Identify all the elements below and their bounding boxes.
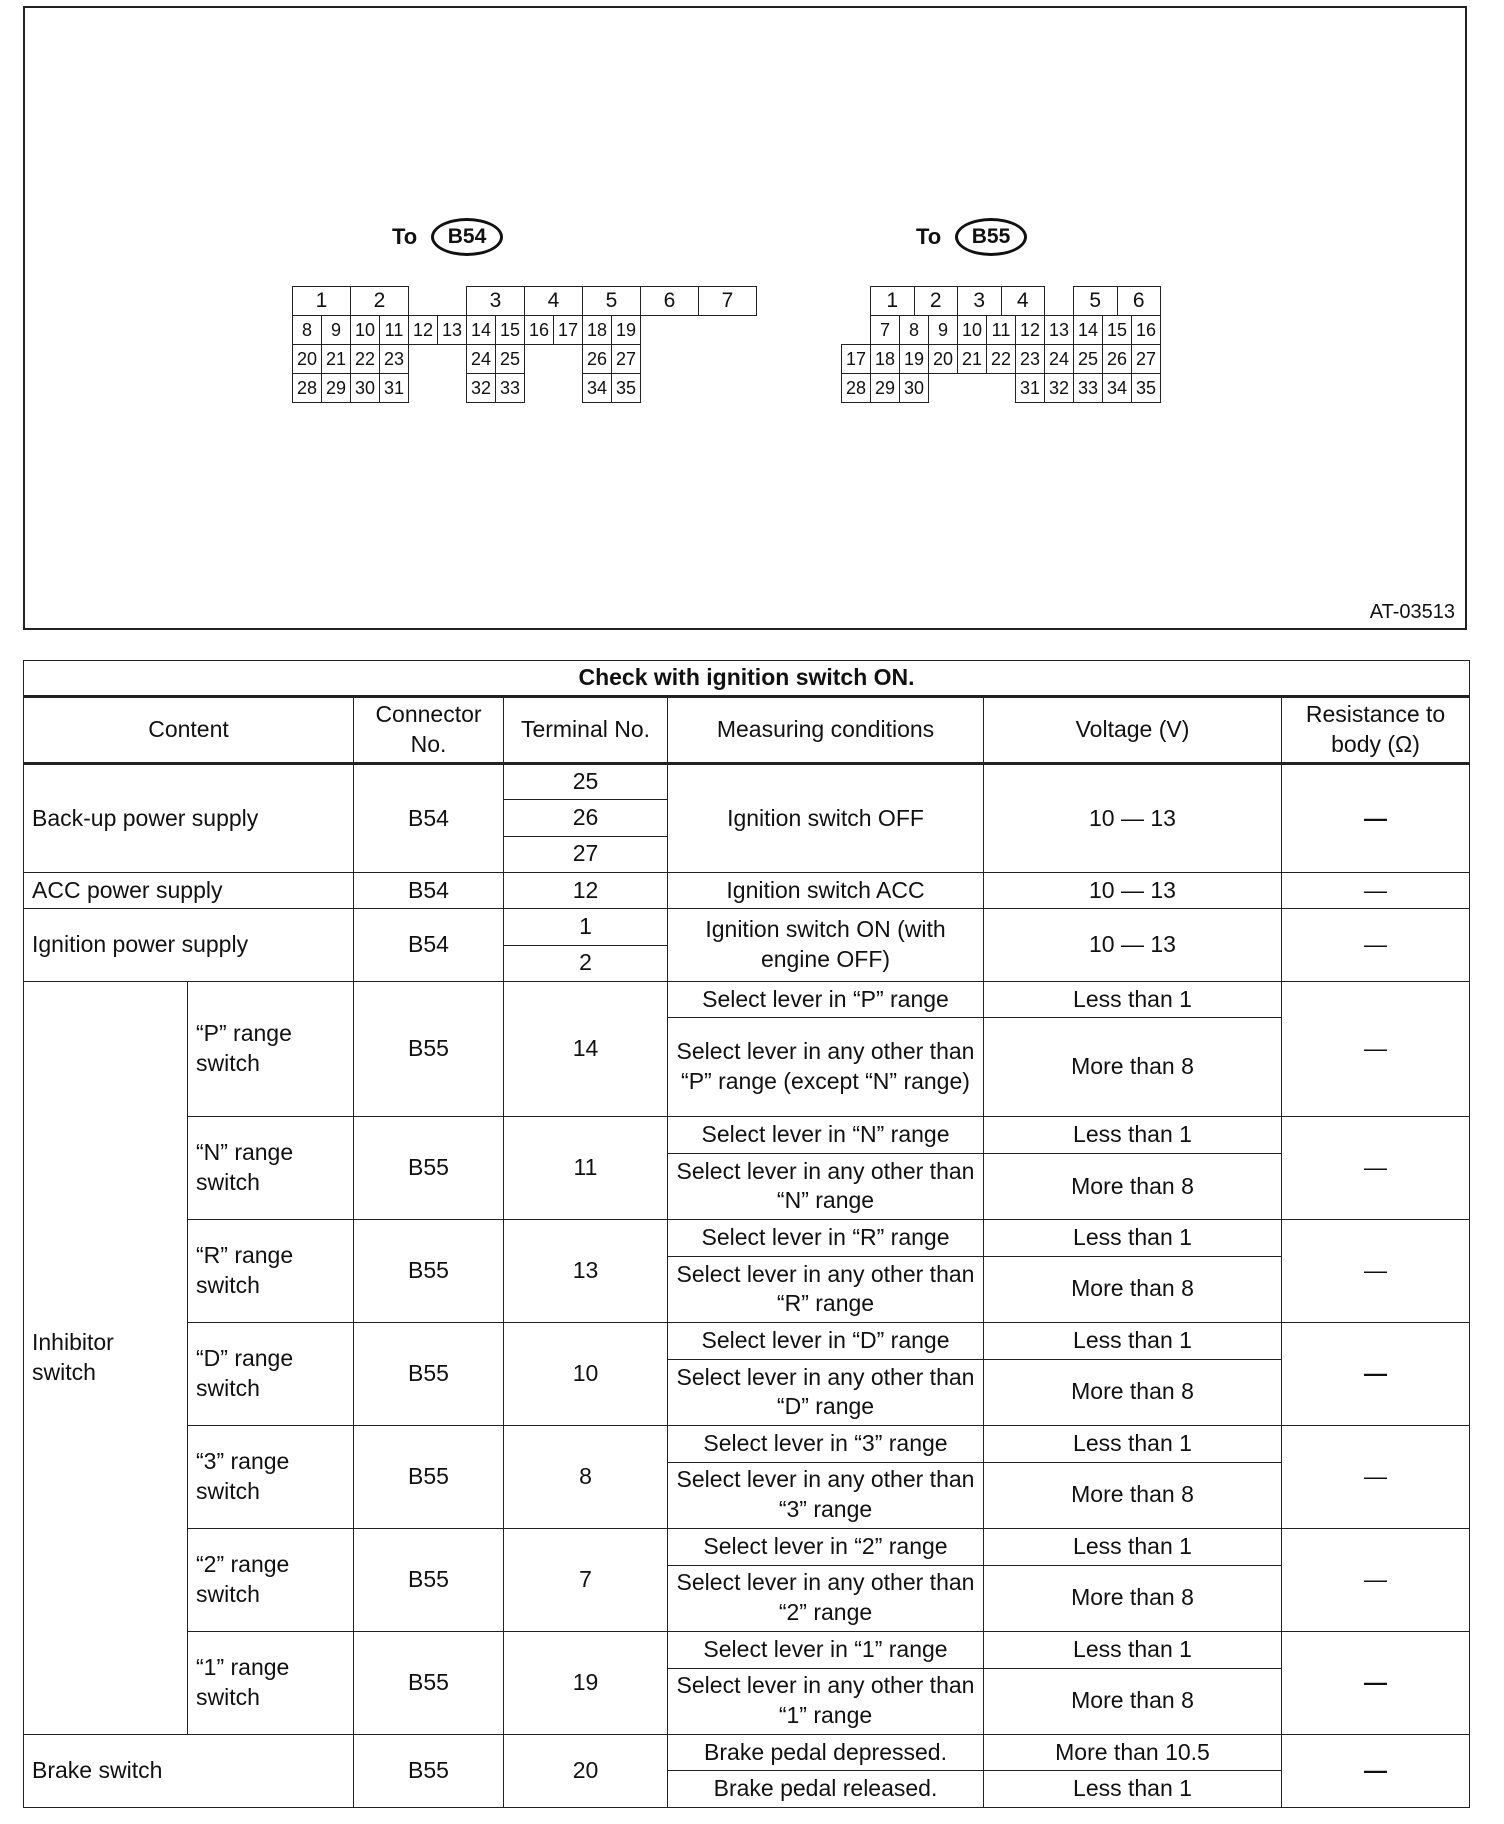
pin-b54-3: 3 bbox=[466, 286, 525, 316]
pin-b55-29: 29 bbox=[870, 373, 900, 403]
ignition-terminal-2: 2 bbox=[504, 945, 668, 981]
pin-b55-1: 1 bbox=[870, 286, 915, 316]
pin-b55-25: 25 bbox=[1073, 344, 1103, 374]
table-title: Check with ignition switch ON. bbox=[24, 661, 1470, 697]
to-label-b55: To bbox=[916, 224, 942, 249]
pin-b55-6: 6 bbox=[1117, 286, 1162, 316]
n-switch-condition-2: Select lever in any other than “N” range bbox=[668, 1153, 984, 1220]
1-switch-condition-1: Select lever in “1” range bbox=[668, 1632, 984, 1668]
pin-b55-27: 27 bbox=[1131, 344, 1161, 374]
pin-b54-28: 28 bbox=[292, 373, 322, 403]
ignition-condition: Ignition switch ON (with engine OFF) bbox=[668, 909, 984, 982]
pin-b54-18: 18 bbox=[582, 315, 612, 345]
r-switch-voltage-1: Less than 1 bbox=[984, 1220, 1282, 1256]
p-switch-condition-2: Select lever in any other than “P” range (except “N” range) bbox=[668, 1018, 984, 1117]
pin-b54-31: 31 bbox=[379, 373, 409, 403]
pin-b55-19: 19 bbox=[899, 344, 929, 374]
2-switch-voltage-2: More than 8 bbox=[984, 1565, 1282, 1632]
r-switch-connector: B55 bbox=[354, 1220, 504, 1323]
backup-terminal-1: 25 bbox=[504, 763, 668, 799]
acc-terminal: 12 bbox=[504, 873, 668, 909]
pin-b54-23: 23 bbox=[379, 344, 409, 374]
header-terminal: Terminal No. bbox=[504, 697, 668, 764]
acc-condition: Ignition switch ACC bbox=[668, 873, 984, 909]
d-switch-name: “D” range switch bbox=[188, 1323, 354, 1426]
brake-content: Brake switch bbox=[24, 1735, 354, 1808]
terminal-check-table bbox=[23, 660, 1470, 1808]
2-switch-terminal: 7 bbox=[504, 1529, 668, 1632]
pin-b55-31: 31 bbox=[1015, 373, 1045, 403]
pin-b54-15: 15 bbox=[495, 315, 525, 345]
2-switch-condition-2: Select lever in any other than “2” range bbox=[668, 1565, 984, 1632]
ignition-content: Ignition power supply bbox=[24, 909, 354, 982]
pin-b54-4: 4 bbox=[524, 286, 583, 316]
to-label-b54: To bbox=[392, 224, 418, 249]
backup-content: Back-up power supply bbox=[24, 763, 354, 872]
d-switch-resistance: — bbox=[1282, 1323, 1470, 1426]
p-switch-voltage-2: More than 8 bbox=[984, 1018, 1282, 1117]
3-switch-condition-2: Select lever in any other than “3” range bbox=[668, 1462, 984, 1529]
1-switch-voltage-2: More than 8 bbox=[984, 1668, 1282, 1735]
header-content: Content bbox=[24, 697, 354, 764]
1-switch-voltage-1: Less than 1 bbox=[984, 1632, 1282, 1668]
pin-b54-16: 16 bbox=[524, 315, 554, 345]
pin-b54-32: 32 bbox=[466, 373, 496, 403]
r-switch-name: “R” range switch bbox=[188, 1220, 354, 1323]
n-switch-voltage-2: More than 8 bbox=[984, 1153, 1282, 1220]
pin-b55-28: 28 bbox=[841, 373, 871, 403]
n-switch-connector: B55 bbox=[354, 1117, 504, 1220]
pin-b55-7: 7 bbox=[870, 315, 900, 345]
pin-b54-8: 8 bbox=[292, 315, 322, 345]
pin-b54-34: 34 bbox=[582, 373, 612, 403]
pin-b55-8: 8 bbox=[899, 315, 929, 345]
ignition-voltage: 10 — 13 bbox=[984, 909, 1282, 982]
brake-terminal: 20 bbox=[504, 1735, 668, 1808]
2-switch-name: “2” range switch bbox=[188, 1529, 354, 1632]
header-connector: Connector No. bbox=[354, 697, 504, 764]
brake-voltage-1: More than 10.5 bbox=[984, 1735, 1282, 1771]
backup-voltage: 10 — 13 bbox=[984, 763, 1282, 872]
3-switch-resistance: — bbox=[1282, 1426, 1470, 1529]
pin-b55-20: 20 bbox=[928, 344, 958, 374]
connector-b54-label: B54 bbox=[431, 218, 503, 256]
brake-connector: B55 bbox=[354, 1735, 504, 1808]
r-switch-condition-2: Select lever in any other than “R” range bbox=[668, 1256, 984, 1323]
p-switch-voltage-1: Less than 1 bbox=[984, 982, 1282, 1018]
pin-b54-27: 27 bbox=[611, 344, 641, 374]
pin-b54-26: 26 bbox=[582, 344, 612, 374]
pin-b55-34: 34 bbox=[1102, 373, 1132, 403]
brake-voltage-2: Less than 1 bbox=[984, 1771, 1282, 1808]
d-switch-condition-2: Select lever in any other than “D” range bbox=[668, 1359, 984, 1426]
figure-id: AT-03513 bbox=[1369, 601, 1455, 623]
2-switch-condition-1: Select lever in “2” range bbox=[668, 1529, 984, 1565]
acc-voltage: 10 — 13 bbox=[984, 873, 1282, 909]
1-switch-resistance: — bbox=[1282, 1632, 1470, 1735]
2-switch-resistance: — bbox=[1282, 1529, 1470, 1632]
ignition-resistance: — bbox=[1282, 909, 1470, 982]
acc-resistance: — bbox=[1282, 873, 1470, 909]
ignition-terminal-1: 1 bbox=[504, 909, 668, 945]
d-switch-connector: B55 bbox=[354, 1323, 504, 1426]
3-switch-condition-1: Select lever in “3” range bbox=[668, 1426, 984, 1462]
brake-resistance: — bbox=[1282, 1735, 1470, 1808]
pin-b54-1: 1 bbox=[292, 286, 351, 316]
3-switch-name: “3” range switch bbox=[188, 1426, 354, 1529]
pin-b54-12: 12 bbox=[408, 315, 438, 345]
d-switch-condition-1: Select lever in “D” range bbox=[668, 1323, 984, 1359]
backup-terminal-2: 26 bbox=[504, 800, 668, 836]
3-switch-connector: B55 bbox=[354, 1426, 504, 1529]
r-switch-resistance: — bbox=[1282, 1220, 1470, 1323]
pin-b55-3: 3 bbox=[957, 286, 1002, 316]
pin-b55-11: 11 bbox=[986, 315, 1016, 345]
pin-b54-9: 9 bbox=[321, 315, 351, 345]
r-switch-voltage-2: More than 8 bbox=[984, 1256, 1282, 1323]
backup-connector: B54 bbox=[354, 763, 504, 872]
inhibitor-content: Inhibitor switch bbox=[24, 982, 188, 1735]
p-switch-condition-1: Select lever in “P” range bbox=[668, 982, 984, 1018]
pin-b54-10: 10 bbox=[350, 315, 380, 345]
pin-b55-14: 14 bbox=[1073, 315, 1103, 345]
header-resistance: Resistance to body (Ω) bbox=[1282, 697, 1470, 764]
pin-b55-30: 30 bbox=[899, 373, 929, 403]
pin-b55-16: 16 bbox=[1131, 315, 1161, 345]
pin-b55-4: 4 bbox=[1001, 286, 1046, 316]
connector-diagram bbox=[23, 6, 1467, 630]
backup-terminal-3: 27 bbox=[504, 836, 668, 872]
p-switch-name: “P” range switch bbox=[188, 982, 354, 1117]
pin-b55-23: 23 bbox=[1015, 344, 1045, 374]
pin-b54-14: 14 bbox=[466, 315, 496, 345]
pin-b55-17: 17 bbox=[841, 344, 871, 374]
n-switch-resistance: — bbox=[1282, 1117, 1470, 1220]
pin-b55-15: 15 bbox=[1102, 315, 1132, 345]
pin-b55-5: 5 bbox=[1073, 286, 1118, 316]
pin-b55-35: 35 bbox=[1131, 373, 1161, 403]
p-switch-resistance: — bbox=[1282, 982, 1470, 1117]
d-switch-terminal: 10 bbox=[504, 1323, 668, 1426]
n-switch-terminal: 11 bbox=[504, 1117, 668, 1220]
1-switch-name: “1” range switch bbox=[188, 1632, 354, 1735]
header-voltage: Voltage (V) bbox=[984, 697, 1282, 764]
r-switch-condition-1: Select lever in “R” range bbox=[668, 1220, 984, 1256]
n-switch-condition-1: Select lever in “N” range bbox=[668, 1117, 984, 1153]
pin-b55-21: 21 bbox=[957, 344, 987, 374]
3-switch-voltage-2: More than 8 bbox=[984, 1462, 1282, 1529]
pin-b55-26: 26 bbox=[1102, 344, 1132, 374]
backup-condition: Ignition switch OFF bbox=[668, 763, 984, 872]
3-switch-terminal: 8 bbox=[504, 1426, 668, 1529]
pin-b54-13: 13 bbox=[437, 315, 467, 345]
pin-b55-24: 24 bbox=[1044, 344, 1074, 374]
r-switch-terminal: 13 bbox=[504, 1220, 668, 1323]
pin-b54-5: 5 bbox=[582, 286, 641, 316]
acc-content: ACC power supply bbox=[24, 873, 354, 909]
brake-condition-2: Brake pedal released. bbox=[668, 1771, 984, 1808]
d-switch-voltage-1: Less than 1 bbox=[984, 1323, 1282, 1359]
n-switch-name: “N” range switch bbox=[188, 1117, 354, 1220]
pin-b55-18: 18 bbox=[870, 344, 900, 374]
p-switch-terminal: 14 bbox=[504, 982, 668, 1117]
pin-b54-20: 20 bbox=[292, 344, 322, 374]
pin-b54-22: 22 bbox=[350, 344, 380, 374]
ignition-connector: B54 bbox=[354, 909, 504, 982]
n-switch-voltage-1: Less than 1 bbox=[984, 1117, 1282, 1153]
pin-b54-21: 21 bbox=[321, 344, 351, 374]
2-switch-voltage-1: Less than 1 bbox=[984, 1529, 1282, 1565]
pin-b54-24: 24 bbox=[466, 344, 496, 374]
1-switch-condition-2: Select lever in any other than “1” range bbox=[668, 1668, 984, 1735]
brake-condition-1: Brake pedal depressed. bbox=[668, 1735, 984, 1771]
pin-b54-29: 29 bbox=[321, 373, 351, 403]
p-switch-connector: B55 bbox=[354, 982, 504, 1117]
pin-b54-30: 30 bbox=[350, 373, 380, 403]
pin-b55-32: 32 bbox=[1044, 373, 1074, 403]
pin-b54-2: 2 bbox=[350, 286, 409, 316]
pin-b54-7: 7 bbox=[698, 286, 757, 316]
pin-b54-35: 35 bbox=[611, 373, 641, 403]
pin-b55-2: 2 bbox=[914, 286, 959, 316]
acc-connector: B54 bbox=[354, 873, 504, 909]
pin-b54-17: 17 bbox=[553, 315, 583, 345]
pin-b55-12: 12 bbox=[1015, 315, 1045, 345]
pin-b55-10: 10 bbox=[957, 315, 987, 345]
1-switch-terminal: 19 bbox=[504, 1632, 668, 1735]
backup-resistance: — bbox=[1282, 763, 1470, 872]
pin-b55-22: 22 bbox=[986, 344, 1016, 374]
1-switch-connector: B55 bbox=[354, 1632, 504, 1735]
2-switch-connector: B55 bbox=[354, 1529, 504, 1632]
3-switch-voltage-1: Less than 1 bbox=[984, 1426, 1282, 1462]
pin-b54-25: 25 bbox=[495, 344, 525, 374]
connector-b55-label: B55 bbox=[955, 218, 1027, 256]
pin-b54-11: 11 bbox=[379, 315, 409, 345]
d-switch-voltage-2: More than 8 bbox=[984, 1359, 1282, 1426]
pin-b55-33: 33 bbox=[1073, 373, 1103, 403]
pin-b55-13: 13 bbox=[1044, 315, 1074, 345]
pin-b54-33: 33 bbox=[495, 373, 525, 403]
pin-b55-9: 9 bbox=[928, 315, 958, 345]
pin-b54-6: 6 bbox=[640, 286, 699, 316]
pin-b54-19: 19 bbox=[611, 315, 641, 345]
header-conditions: Measuring conditions bbox=[668, 697, 984, 764]
